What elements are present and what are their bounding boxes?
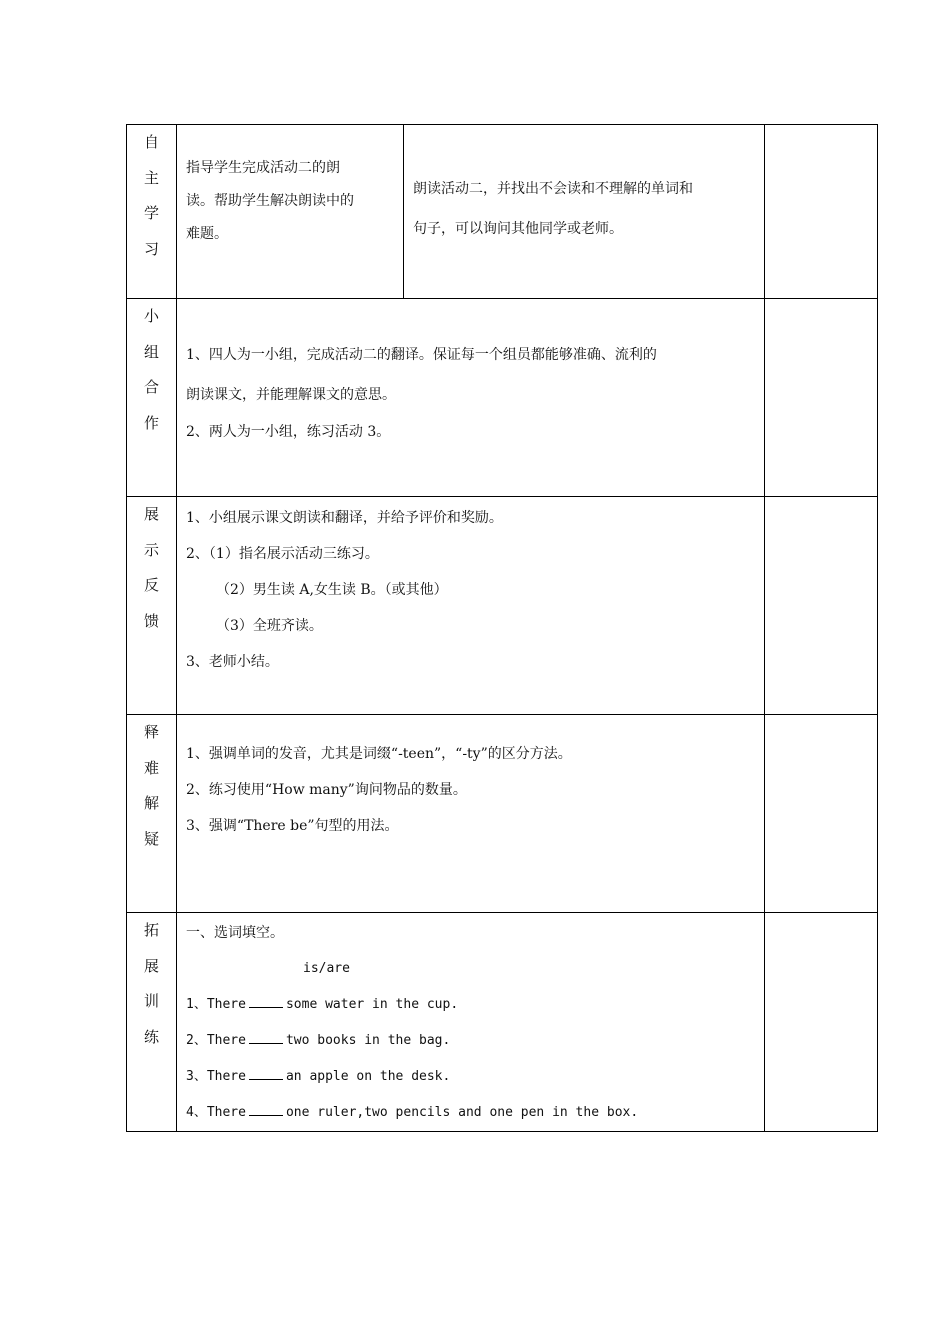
row-self-study (127, 125, 878, 299)
notes-cell (765, 497, 878, 715)
notes-cell (765, 913, 878, 1132)
stage-label-extension: 拓 展 训 练 (127, 913, 177, 1132)
row-presentation (127, 497, 878, 715)
notes-cell (765, 299, 878, 497)
stage-label-presentation: 展 示 反 馈 (127, 497, 177, 715)
exercise-item: 1、There some water in the cup. (186, 997, 459, 1012)
teacher-text-line: 指导学生完成活动二的朗 (186, 160, 340, 176)
lesson-plan-table (126, 124, 878, 1132)
text-line: 1、强调单词的发音，尤其是词缀“-teen”，“-ty”的区分方法。 (186, 746, 572, 762)
text-line: 2、两人为一小组，练习活动 3。 (186, 424, 391, 440)
teacher-text-line: 难题。 (186, 226, 228, 242)
text-line: 3、强调“There be”句型的用法。 (186, 818, 399, 834)
notes-cell (765, 715, 878, 913)
presentation-content (177, 497, 765, 715)
row-clarify (127, 715, 878, 913)
text-line: 1、四人为一小组，完成活动二的翻译。保证每一个组员都能够准确、流利的 (186, 347, 657, 363)
text-line: （2）男生读 A,女生读 B。（或其他） (216, 582, 448, 598)
text-line: 2、练习使用“How many”询问物品的数量。 (186, 782, 467, 798)
text-line: （3）全班齐读。 (216, 618, 323, 634)
student-text-line: 句子，可以询问其他同学或老师。 (413, 221, 623, 237)
text-line: 1、小组展示课文朗读和翻译，并给予评价和奖励。 (186, 510, 503, 526)
exercise-item: 3、There an apple on the desk. (186, 1069, 451, 1084)
teacher-activity-cell (177, 125, 404, 299)
answer-blank[interactable] (249, 1103, 283, 1116)
row-extension (127, 913, 878, 1132)
student-activity-cell (404, 125, 765, 299)
row-group-work (127, 299, 878, 497)
answer-blank[interactable] (249, 995, 283, 1008)
exercise-item: 2、There two books in the bag. (186, 1033, 451, 1048)
teacher-text-line: 读。帮助学生解决朗读中的 (186, 193, 354, 209)
stage-label-clarify: 释 难 解 疑 (127, 715, 177, 913)
answer-blank[interactable] (249, 1031, 283, 1044)
exercise-item: 4、There one ruler,two pencils and one pen in the box. (186, 1105, 639, 1120)
clarify-content (177, 715, 765, 913)
word-choices: is/are (303, 961, 350, 976)
text-line: 2、（1）指名展示活动三练习。 (186, 546, 379, 562)
text-line: 3、老师小结。 (186, 654, 279, 670)
notes-cell (765, 125, 878, 299)
stage-label-self-study: 自 主 学 习 (127, 125, 177, 299)
exercise-content (177, 913, 765, 1132)
student-text-line: 朗读活动二，并找出不会读和不理解的单词和 (413, 181, 693, 197)
group-work-content (177, 299, 765, 497)
stage-label-group-work: 小 组 合 作 (127, 299, 177, 497)
text-line: 朗读课文，并能理解课文的意思。 (186, 387, 396, 403)
exercise-heading: 一、选词填空。 (186, 925, 284, 941)
answer-blank[interactable] (249, 1067, 283, 1080)
